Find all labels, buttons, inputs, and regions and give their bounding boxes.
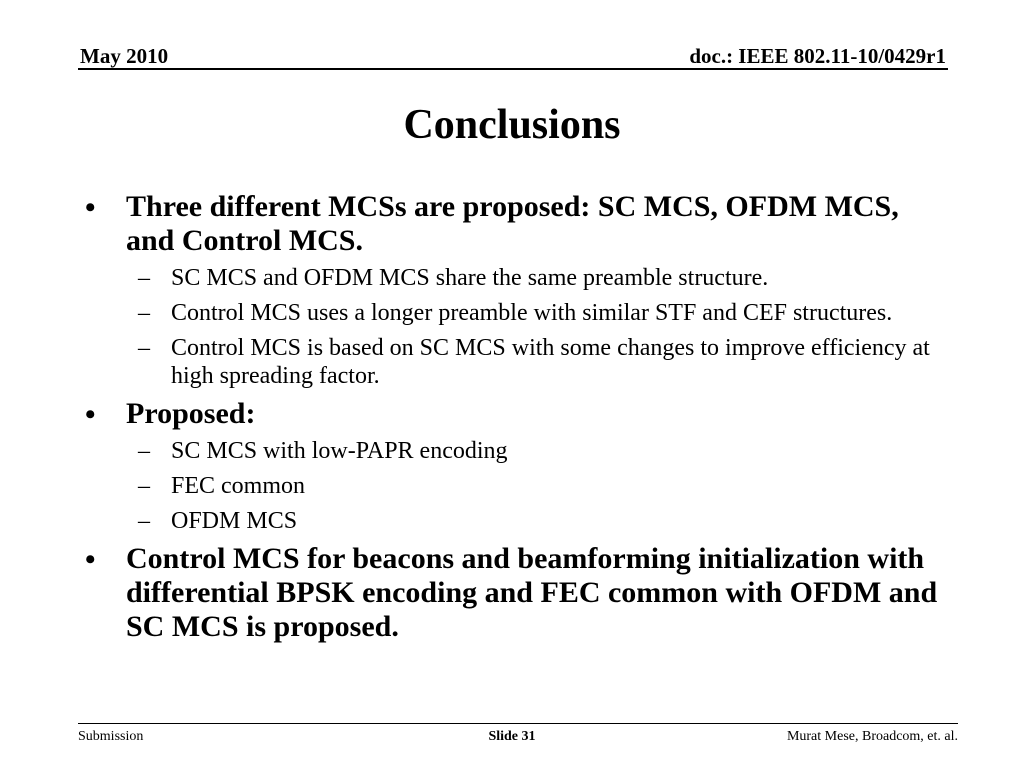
footer-divider [78, 723, 958, 724]
sub-bullet-text: OFDM MCS [171, 508, 298, 534]
sub-bullet-text: FEC common [171, 473, 306, 499]
sub-bullet-text: Control MCS uses a longer preamble with similar STF and CEF structures. [171, 300, 893, 326]
sub-bullet-list [126, 437, 945, 535]
bullet-marker: • [85, 543, 96, 576]
sub-bullet-item [126, 507, 945, 535]
sub-bullet-text: SC MCS with low-PAPR encoding [171, 438, 508, 464]
sub-bullet-list [126, 264, 945, 390]
header-divider [78, 68, 948, 70]
sub-bullet-text: Control MCS is based on SC MCS with some changes to improve efficiency at high spreading factor. [171, 335, 930, 389]
sub-bullet-marker: – [138, 438, 150, 464]
sub-bullet-marker: – [138, 265, 150, 291]
sub-bullet-item [126, 437, 945, 465]
bullet-text: Proposed: [126, 397, 256, 430]
sub-bullet-item [126, 334, 945, 390]
bullet-text: Three different MCSs are proposed: SC MCS, OFDM MCS, and Control MCS. [126, 190, 899, 257]
sub-bullet-item [126, 472, 945, 500]
header-date: May 2010 [80, 44, 169, 68]
sub-bullet-marker: – [138, 300, 150, 326]
sub-bullet-item [126, 264, 945, 292]
bullet-text: Control MCS for beacons and beamforming initialization with differential BPSK encoding and FEC common with OFDM and SC MCS is proposed. [126, 542, 938, 643]
bullet-item [85, 542, 945, 644]
footer-slide-number: Slide 31 [488, 729, 536, 744]
sub-bullet-marker: – [138, 508, 150, 534]
slide-content [85, 190, 945, 650]
bullet-list [85, 190, 945, 644]
footer-authors: Murat Mese, Broadcom, et. al. [786, 729, 958, 744]
bullet-marker: • [85, 398, 96, 431]
sub-bullet-marker: – [138, 335, 150, 361]
sub-bullet-item [126, 299, 945, 327]
footer-submission: Submission [78, 729, 144, 744]
sub-bullet-marker: – [138, 473, 150, 499]
bullet-item [85, 190, 945, 390]
bullet-item [85, 397, 945, 535]
header-doc-id: doc.: IEEE 802.11-10/0429r1 [689, 44, 946, 68]
sub-bullet-text: SC MCS and OFDM MCS share the same preamble structure. [171, 265, 769, 291]
bullet-marker: • [85, 191, 96, 224]
slide-title: Conclusions [403, 102, 621, 148]
